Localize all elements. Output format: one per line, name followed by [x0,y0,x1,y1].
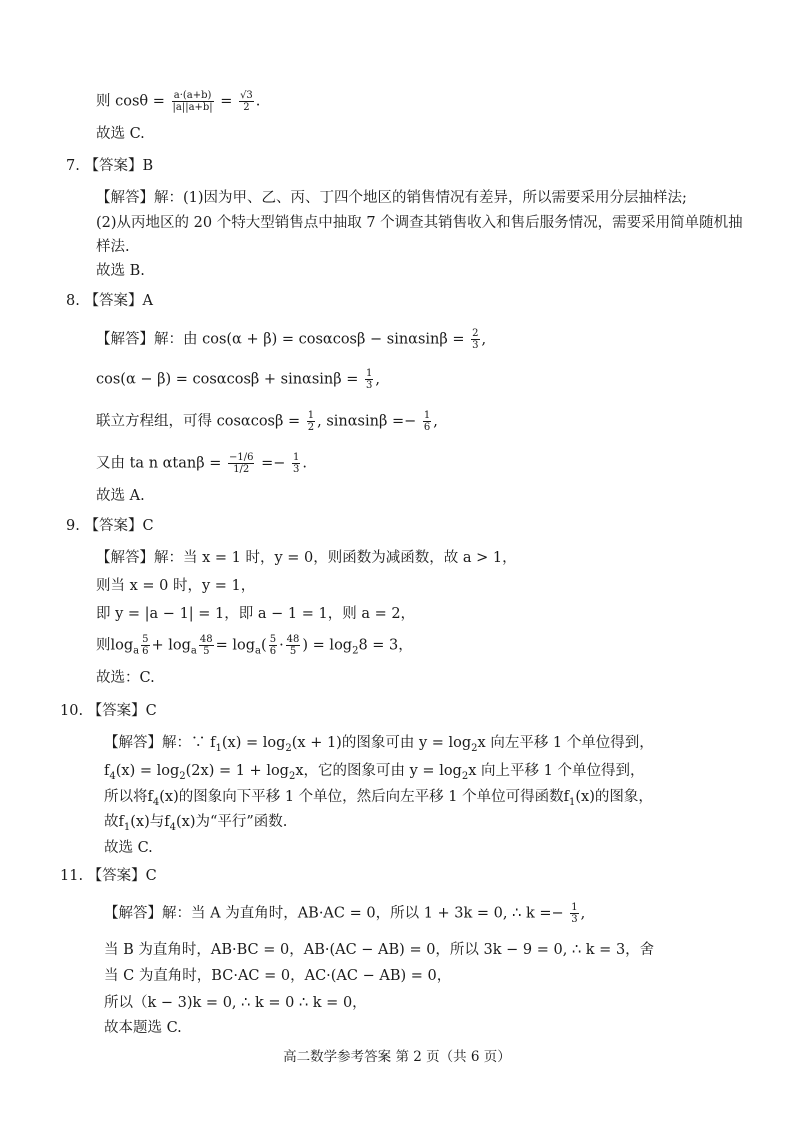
text-line-l29 [104,966,451,986]
text-segment: + log [151,637,191,654]
fraction [570,902,578,925]
fraction-numerator: 2 [472,328,479,339]
text-segment: 9. 【答案】C [66,518,154,534]
text-segment: · [279,637,284,654]
text-segment: 10. 【答案】C [60,703,157,719]
fraction [172,90,214,113]
text-line-l02 [96,124,145,144]
text-segment: 【解答】解：(1)因为甲、乙、丙、丁四个地区的销售情况有差异，所以需要采用分层抽样法; [96,190,687,206]
text-segment: (x) = log [115,763,180,779]
text-line-l09 [96,328,486,351]
subscript: 2 [461,770,469,782]
subscript: 2 [285,742,292,754]
text-segment: 即 y = |a − 1| = 1，即 a − 1 = 1，则 a = 2， [96,606,416,622]
text-segment: 所以将f [104,789,153,805]
fraction-denominator: 2 [307,422,315,433]
text-segment: . [302,455,307,472]
text-line-l11 [96,410,438,433]
text-line-l22 [104,761,644,787]
text-segment: 【解答】解：当 A 为直角时，AB·AC = 0，所以 1 + 3k = 0, ∴ k =− [104,905,569,922]
text-segment: 则当 x = 0 时，y = 1， [96,578,256,594]
text-line-l23 [104,787,653,813]
fraction-numerator: √3 [240,90,253,101]
text-line-l28 [104,940,654,960]
fraction-denominator: 3 [293,464,300,475]
subscript: 1 [215,742,222,754]
text-segment: x 向左平移 1 个单位得到， [477,735,654,751]
text-segment: 故选：C. [96,670,155,686]
text-line-l18 [96,634,413,661]
fraction-numerator: 1 [423,410,431,421]
text-segment: 8. 【答案】A [66,293,153,309]
text-segment: x，它的图象可由 y = log [295,763,462,779]
text-line-l27 [104,902,585,925]
text-segment: 故本题选 C. [104,1020,182,1036]
fraction [239,90,254,113]
fraction-numerator: 1 [293,452,300,463]
subscript: 1 [123,821,131,833]
text-line-l03 [66,156,153,176]
text-line-l04 [96,188,687,208]
text-segment: 则log [96,637,134,654]
subscript: a [133,645,140,657]
text-line-l24 [104,812,287,838]
fraction-denominator: 3 [571,914,578,925]
text-line-l19 [96,668,155,688]
subscript: 2 [471,742,478,754]
fraction-numerator: 1 [366,368,373,379]
text-segment: 故f [104,814,124,830]
text-segment: = [215,93,238,110]
text-segment: (x + 1)的图象可由 y = log [291,735,472,751]
fraction-numerator: 48 [199,634,213,645]
fraction [228,452,254,475]
text-segment: . [255,93,261,110]
text-segment: (x)与f [130,814,170,830]
fraction-denominator: 5 [289,646,297,657]
text-segment: , sinαsinβ =− [317,413,421,430]
fraction-denominator: 6 [423,422,431,433]
text-segment: 8 = 3， [358,637,413,654]
text-segment: ( [261,637,267,654]
text-segment: , [375,371,381,388]
text-segment: (2)从丙地区的 20 个特大型销售点中抽取 7 个调查其销售收入和售后服务情况，需要采用简单随机抽 [96,215,743,231]
text-segment: 故选 C. [96,126,145,142]
fraction-numerator: −1/6 [229,452,254,463]
fraction [423,410,431,433]
subscript: 4 [152,796,160,808]
text-segment: 【解答】解：∵ f [104,735,216,751]
text-segment: 故选 B. [96,263,145,279]
fraction [471,328,479,351]
text-segment: (x)的图象向下平移 1 个单位，然后向左平移 1 个单位可得函数f [159,789,569,805]
text-segment: = log [215,637,256,654]
text-line-l30 [104,993,367,1013]
text-line-l26 [60,866,157,886]
fraction-denominator: 5 [203,646,210,657]
fraction [199,634,214,657]
fraction-numerator: 1 [571,902,578,913]
text-segment: 又由 ta n αtanβ = [96,455,226,472]
subscript: 4 [109,770,116,782]
text-segment: cos(α − β) = cosαcosβ + sinαsinβ = [96,371,364,388]
fraction-numerator: 5 [269,634,277,645]
text-line-l08 [66,291,153,311]
text-segment: (x)的图象， [575,789,653,805]
text-segment: 11. 【答案】C [60,868,157,884]
subscript: 2 [288,770,296,782]
text-segment: 【解答】解：当 x = 1 时，y = 0，则函数为减函数，故 a > 1， [96,550,517,566]
subscript: 1 [569,796,576,808]
fraction [269,634,277,657]
fraction-denominator: 3 [366,380,373,391]
text-segment: =− [256,455,291,472]
fraction-denominator: 1/2 [233,464,250,475]
fraction-numerator: 48 [286,634,300,645]
text-segment: (x) = log [221,735,286,751]
subscript: a [255,645,262,657]
text-segment: 样法. [96,239,130,255]
text-line-l20 [60,701,157,721]
text-segment: , [433,413,438,430]
fraction-denominator: 3 [472,340,479,351]
fraction [307,410,315,433]
fraction-denominator: 6 [269,646,277,657]
fraction-numerator: 5 [142,634,149,645]
text-line-l15 [96,548,517,568]
text-line-l05 [96,213,743,233]
text-segment: 故选 C. [104,840,153,856]
text-segment: (2x) = 1 + log [185,763,289,779]
text-segment: , [481,331,487,348]
subscript: a [190,645,197,657]
subscript: 2 [179,770,186,782]
text-line-l06 [96,237,130,257]
text-line-l31 [104,1018,182,1038]
text-segment: 当 B 为直角时，AB·BC = 0，AB·(AC − AB) = 0，所以 3k − 9 = 0, ∴ k = 3，舍 [104,942,655,958]
fraction [141,634,149,657]
text-segment: (x)为“平行”函数. [175,814,288,830]
fraction-numerator: 1 [307,410,315,421]
text-segment: 联立方程组，可得 cosαcosβ = [96,413,305,430]
text-segment: 则 cosθ = [96,93,170,110]
fraction [365,368,373,391]
text-line-l17 [96,604,415,624]
text-segment: , [580,905,586,922]
subscript: 2 [352,645,359,657]
fraction-denominator: |a||a+b| [172,102,213,113]
text-segment: 7. 【答案】B [66,158,154,174]
text-segment: 所以（k − 3)k = 0, ∴ k = 0 ∴ k = 0， [104,995,367,1011]
text-segment: 当 C 为直角时，BC·AC = 0，AC·(AC − AB) = 0， [104,968,452,984]
page-footer: 高二数学参考答案 第 2 页（共 6 页） [283,1049,511,1065]
fraction-denominator: 2 [243,102,250,113]
text-line-l13 [96,486,145,506]
subscript: 4 [169,821,176,833]
text-line-l16 [96,576,255,596]
text-segment: 【解答】解：由 cos(α + β) = cosαcosβ − sinαsinβ = [96,331,470,348]
text-line-l07 [96,261,145,281]
text-line-l01 [96,90,260,113]
text-segment: 故选 A. [96,488,145,504]
fraction [286,634,301,657]
text-line-l25 [104,838,153,858]
text-line-l21 [104,733,654,759]
text-line-l10 [96,368,380,391]
text-segment: f [104,763,110,779]
text-segment: x 向上平移 1 个单位得到， [468,763,645,779]
text-line-l14 [66,516,154,536]
text-line-l12 [96,452,307,475]
text-segment: ) = log [302,637,353,654]
fraction-denominator: 6 [142,646,149,657]
fraction-numerator: a·(a+b) [172,90,214,102]
fraction [292,452,300,475]
